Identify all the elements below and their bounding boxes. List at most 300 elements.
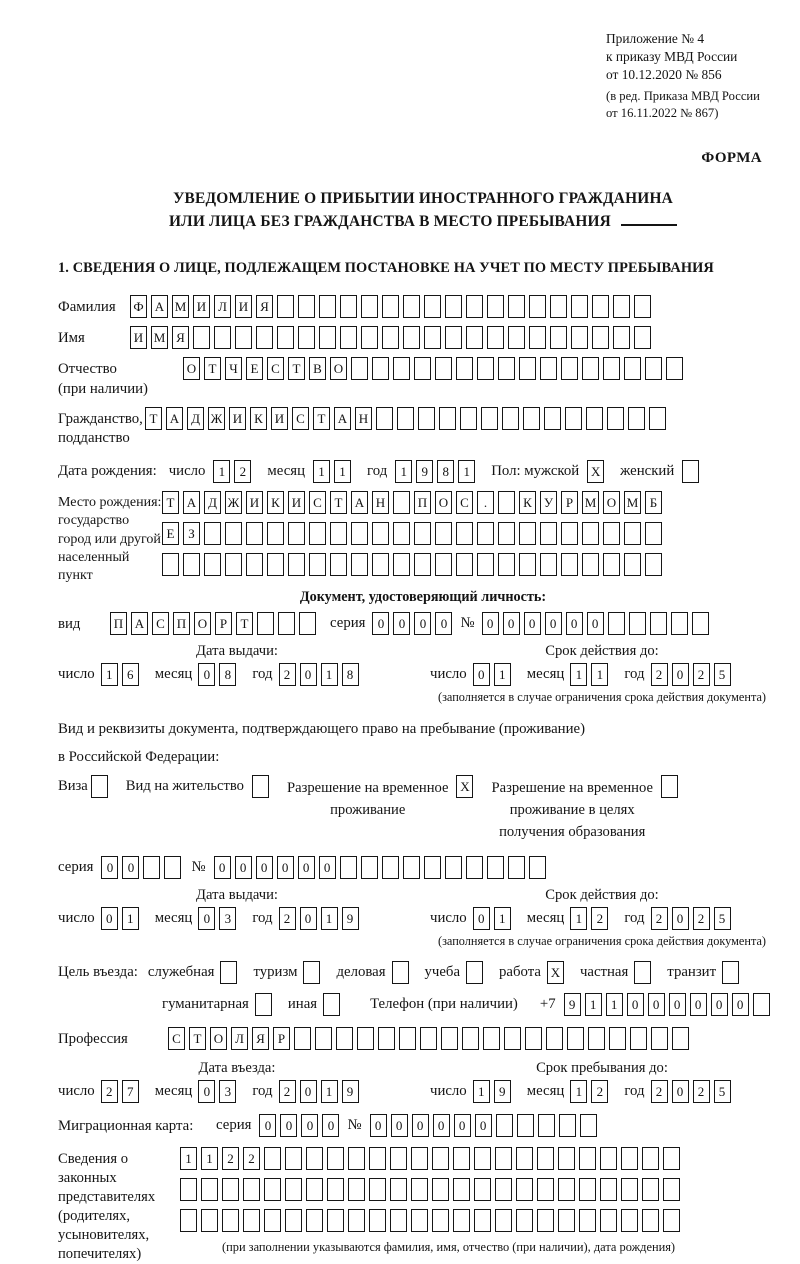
char-cell[interactable] [340, 326, 357, 349]
char-cell[interactable] [390, 1209, 407, 1232]
char-cell[interactable] [399, 1027, 416, 1050]
char-cell[interactable]: 0 [198, 1080, 215, 1103]
char-cell[interactable] [540, 357, 557, 380]
char-cell[interactable]: 7 [122, 1080, 139, 1103]
char-cell[interactable] [504, 1027, 521, 1050]
char-cell[interactable] [519, 553, 536, 576]
char-cell[interactable] [432, 1147, 449, 1170]
char-cell[interactable] [600, 1209, 617, 1232]
char-cell[interactable] [600, 1147, 617, 1170]
char-cell[interactable] [285, 1147, 302, 1170]
char-cell[interactable] [502, 407, 519, 430]
char-cell[interactable] [496, 1114, 513, 1137]
char-cell[interactable]: А [351, 491, 368, 514]
char-cell[interactable] [477, 522, 494, 545]
char-cell[interactable]: Т [288, 357, 305, 380]
char-cell[interactable] [225, 553, 242, 576]
char-cell[interactable]: Я [256, 295, 273, 318]
char-cell[interactable] [586, 407, 603, 430]
char-cell[interactable]: 8 [219, 663, 236, 686]
char-cell[interactable] [498, 522, 515, 545]
char-cell[interactable] [634, 295, 651, 318]
char-cell[interactable] [474, 1209, 491, 1232]
char-cell[interactable] [456, 553, 473, 576]
char-cell[interactable]: Я [252, 1027, 269, 1050]
char-cell[interactable] [722, 961, 739, 984]
char-cell[interactable] [432, 1209, 449, 1232]
char-cell[interactable]: Е [162, 522, 179, 545]
char-cell[interactable] [466, 326, 483, 349]
char-cell[interactable]: 9 [494, 1080, 511, 1103]
char-cell[interactable] [204, 553, 221, 576]
char-cell[interactable]: Е [246, 357, 263, 380]
char-cell[interactable]: 9 [342, 1080, 359, 1103]
char-cell[interactable] [278, 612, 295, 635]
char-cell[interactable]: 1 [313, 460, 330, 483]
char-cell[interactable]: 2 [651, 907, 668, 930]
char-cell[interactable] [369, 1147, 386, 1170]
char-cell[interactable]: И [229, 407, 246, 430]
char-cell[interactable] [411, 1178, 428, 1201]
char-cell[interactable]: 2 [693, 907, 710, 930]
char-cell[interactable] [558, 1178, 575, 1201]
char-cell[interactable] [607, 407, 624, 430]
char-cell[interactable]: 2 [279, 663, 296, 686]
char-cell[interactable]: А [131, 612, 148, 635]
char-cell[interactable]: 2 [591, 907, 608, 930]
char-cell[interactable] [411, 1147, 428, 1170]
char-cell[interactable] [143, 856, 160, 879]
char-cell[interactable] [561, 522, 578, 545]
char-cell[interactable] [580, 1114, 597, 1137]
char-cell[interactable] [243, 1178, 260, 1201]
char-cell[interactable] [403, 295, 420, 318]
char-cell[interactable]: Т [330, 491, 347, 514]
char-cell[interactable] [393, 357, 410, 380]
char-cell[interactable]: О [330, 357, 347, 380]
char-cell[interactable] [243, 1209, 260, 1232]
char-cell[interactable] [306, 1178, 323, 1201]
char-cell[interactable] [309, 522, 326, 545]
char-cell[interactable] [558, 1147, 575, 1170]
char-cell[interactable] [682, 460, 699, 483]
char-cell[interactable]: О [194, 612, 211, 635]
char-cell[interactable]: Р [561, 491, 578, 514]
char-cell[interactable] [634, 961, 651, 984]
char-cell[interactable] [634, 326, 651, 349]
char-cell[interactable] [663, 1147, 680, 1170]
char-cell[interactable] [592, 326, 609, 349]
char-cell[interactable]: 0 [566, 612, 583, 635]
char-cell[interactable] [303, 961, 320, 984]
char-cell[interactable] [418, 407, 435, 430]
char-cell[interactable]: 0 [198, 663, 215, 686]
char-cell[interactable] [336, 1027, 353, 1050]
char-cell[interactable]: 0 [473, 907, 490, 930]
char-cell[interactable] [361, 295, 378, 318]
char-cell[interactable]: 0 [214, 856, 231, 879]
char-cell[interactable]: 2 [234, 460, 251, 483]
char-cell[interactable]: 1 [395, 460, 412, 483]
char-cell[interactable] [487, 295, 504, 318]
char-cell[interactable] [183, 553, 200, 576]
char-cell[interactable]: Б [645, 491, 662, 514]
char-cell[interactable]: 1 [585, 993, 602, 1016]
char-cell[interactable] [277, 326, 294, 349]
char-cell[interactable]: А [334, 407, 351, 430]
char-cell[interactable]: А [151, 295, 168, 318]
char-cell[interactable] [453, 1178, 470, 1201]
char-cell[interactable]: 2 [693, 1080, 710, 1103]
char-cell[interactable]: 2 [222, 1147, 239, 1170]
char-cell[interactable] [220, 961, 237, 984]
char-cell[interactable]: И [288, 491, 305, 514]
char-cell[interactable]: 0 [259, 1114, 276, 1137]
char-cell[interactable] [663, 1209, 680, 1232]
char-cell[interactable]: Ч [225, 357, 242, 380]
char-cell[interactable] [516, 1178, 533, 1201]
char-cell[interactable] [327, 1147, 344, 1170]
char-cell[interactable] [256, 326, 273, 349]
char-cell[interactable] [561, 357, 578, 380]
char-cell[interactable] [372, 522, 389, 545]
char-cell[interactable]: 5 [714, 663, 731, 686]
char-cell[interactable] [222, 1209, 239, 1232]
char-cell[interactable] [357, 1027, 374, 1050]
char-cell[interactable] [445, 295, 462, 318]
char-cell[interactable] [327, 1209, 344, 1232]
char-cell[interactable] [164, 856, 181, 879]
char-cell[interactable] [609, 1027, 626, 1050]
char-cell[interactable] [392, 961, 409, 984]
char-cell[interactable] [246, 522, 263, 545]
char-cell[interactable] [519, 357, 536, 380]
char-cell[interactable] [460, 407, 477, 430]
char-cell[interactable] [642, 1209, 659, 1232]
char-cell[interactable] [498, 491, 515, 514]
char-cell[interactable]: У [540, 491, 557, 514]
char-cell[interactable]: 2 [651, 663, 668, 686]
char-cell[interactable] [330, 553, 347, 576]
char-cell[interactable] [453, 1209, 470, 1232]
char-cell[interactable] [285, 1209, 302, 1232]
char-cell[interactable] [252, 775, 269, 798]
char-cell[interactable] [546, 1027, 563, 1050]
char-cell[interactable] [517, 1114, 534, 1137]
char-cell[interactable]: 2 [693, 663, 710, 686]
char-cell[interactable] [630, 1027, 647, 1050]
char-cell[interactable]: 2 [279, 907, 296, 930]
char-cell[interactable]: П [173, 612, 190, 635]
char-cell[interactable] [372, 553, 389, 576]
char-cell[interactable] [579, 1147, 596, 1170]
char-cell[interactable]: . [477, 491, 494, 514]
char-cell[interactable]: А [183, 491, 200, 514]
char-cell[interactable] [403, 326, 420, 349]
char-cell[interactable] [645, 357, 662, 380]
char-cell[interactable]: Ж [225, 491, 242, 514]
char-cell[interactable]: 0 [524, 612, 541, 635]
char-cell[interactable]: П [110, 612, 127, 635]
char-cell[interactable]: И [193, 295, 210, 318]
char-cell[interactable] [550, 326, 567, 349]
char-cell[interactable]: М [624, 491, 641, 514]
char-cell[interactable] [582, 357, 599, 380]
char-cell[interactable]: 0 [301, 1114, 318, 1137]
char-cell[interactable] [671, 612, 688, 635]
char-cell[interactable] [193, 326, 210, 349]
char-cell[interactable]: 0 [433, 1114, 450, 1137]
char-cell[interactable] [246, 553, 263, 576]
char-cell[interactable] [753, 993, 770, 1016]
char-cell[interactable] [376, 407, 393, 430]
char-cell[interactable]: 2 [243, 1147, 260, 1170]
char-cell[interactable]: 0 [545, 612, 562, 635]
char-cell[interactable] [361, 326, 378, 349]
char-cell[interactable] [351, 553, 368, 576]
char-cell[interactable] [538, 1114, 555, 1137]
char-cell[interactable] [481, 407, 498, 430]
char-cell[interactable] [424, 856, 441, 879]
char-cell[interactable] [588, 1027, 605, 1050]
char-cell[interactable] [225, 522, 242, 545]
char-cell[interactable]: 0 [370, 1114, 387, 1137]
char-cell[interactable]: 0 [372, 612, 389, 635]
char-cell[interactable]: 1 [101, 663, 118, 686]
char-cell[interactable]: 0 [300, 1080, 317, 1103]
char-cell[interactable] [579, 1209, 596, 1232]
char-cell[interactable] [529, 295, 546, 318]
char-cell[interactable]: 1 [213, 460, 230, 483]
char-cell[interactable] [267, 553, 284, 576]
char-cell[interactable]: 2 [101, 1080, 118, 1103]
char-cell[interactable]: О [183, 357, 200, 380]
char-cell[interactable] [369, 1178, 386, 1201]
char-cell[interactable]: 0 [669, 993, 686, 1016]
char-cell[interactable] [613, 326, 630, 349]
char-cell[interactable] [561, 553, 578, 576]
char-cell[interactable] [495, 1178, 512, 1201]
char-cell[interactable] [537, 1178, 554, 1201]
char-cell[interactable]: К [267, 491, 284, 514]
char-cell[interactable] [204, 522, 221, 545]
char-cell[interactable] [645, 522, 662, 545]
char-cell[interactable] [582, 522, 599, 545]
char-cell[interactable] [222, 1178, 239, 1201]
char-cell[interactable] [571, 295, 588, 318]
char-cell[interactable] [508, 295, 525, 318]
char-cell[interactable]: X [547, 961, 564, 984]
char-cell[interactable]: 0 [391, 1114, 408, 1137]
char-cell[interactable] [257, 612, 274, 635]
char-cell[interactable]: М [582, 491, 599, 514]
char-cell[interactable] [582, 553, 599, 576]
char-cell[interactable] [608, 612, 625, 635]
char-cell[interactable]: Ж [208, 407, 225, 430]
char-cell[interactable] [516, 1209, 533, 1232]
char-cell[interactable] [477, 357, 494, 380]
char-cell[interactable] [559, 1114, 576, 1137]
char-cell[interactable]: 1 [494, 907, 511, 930]
char-cell[interactable] [393, 491, 410, 514]
char-cell[interactable]: 1 [321, 907, 338, 930]
char-cell[interactable]: 0 [587, 612, 604, 635]
char-cell[interactable]: О [603, 491, 620, 514]
char-cell[interactable] [540, 553, 557, 576]
char-cell[interactable] [477, 553, 494, 576]
char-cell[interactable] [672, 1027, 689, 1050]
char-cell[interactable] [414, 553, 431, 576]
char-cell[interactable]: Н [372, 491, 389, 514]
char-cell[interactable]: 0 [101, 907, 118, 930]
char-cell[interactable]: 2 [651, 1080, 668, 1103]
char-cell[interactable] [382, 326, 399, 349]
char-cell[interactable] [666, 357, 683, 380]
char-cell[interactable] [483, 1027, 500, 1050]
char-cell[interactable]: 0 [648, 993, 665, 1016]
char-cell[interactable] [403, 856, 420, 879]
char-cell[interactable] [456, 522, 473, 545]
char-cell[interactable] [550, 295, 567, 318]
char-cell[interactable] [327, 1178, 344, 1201]
char-cell[interactable] [529, 326, 546, 349]
char-cell[interactable]: О [435, 491, 452, 514]
char-cell[interactable] [397, 407, 414, 430]
char-cell[interactable] [600, 1178, 617, 1201]
char-cell[interactable]: 2 [279, 1080, 296, 1103]
char-cell[interactable]: Д [187, 407, 204, 430]
char-cell[interactable]: 0 [732, 993, 749, 1016]
char-cell[interactable] [650, 612, 667, 635]
char-cell[interactable]: Р [273, 1027, 290, 1050]
char-cell[interactable]: 0 [300, 907, 317, 930]
char-cell[interactable]: 0 [277, 856, 294, 879]
char-cell[interactable] [603, 357, 620, 380]
char-cell[interactable] [579, 1178, 596, 1201]
char-cell[interactable] [340, 856, 357, 879]
char-cell[interactable] [508, 856, 525, 879]
char-cell[interactable] [628, 407, 645, 430]
char-cell[interactable] [288, 522, 305, 545]
char-cell[interactable] [624, 357, 641, 380]
char-cell[interactable] [558, 1209, 575, 1232]
char-cell[interactable]: 0 [280, 1114, 297, 1137]
char-cell[interactable] [613, 295, 630, 318]
char-cell[interactable] [621, 1209, 638, 1232]
char-cell[interactable] [264, 1209, 281, 1232]
char-cell[interactable]: С [267, 357, 284, 380]
char-cell[interactable]: Р [215, 612, 232, 635]
char-cell[interactable]: 1 [122, 907, 139, 930]
char-cell[interactable]: 0 [627, 993, 644, 1016]
char-cell[interactable] [414, 522, 431, 545]
char-cell[interactable] [351, 522, 368, 545]
char-cell[interactable] [288, 553, 305, 576]
char-cell[interactable] [567, 1027, 584, 1050]
char-cell[interactable]: 8 [342, 663, 359, 686]
char-cell[interactable]: Т [313, 407, 330, 430]
char-cell[interactable] [264, 1178, 281, 1201]
char-cell[interactable]: 1 [591, 663, 608, 686]
char-cell[interactable] [162, 553, 179, 576]
char-cell[interactable]: Т [145, 407, 162, 430]
char-cell[interactable] [277, 295, 294, 318]
char-cell[interactable]: С [152, 612, 169, 635]
char-cell[interactable] [264, 1147, 281, 1170]
char-cell[interactable]: 5 [714, 907, 731, 930]
char-cell[interactable] [201, 1209, 218, 1232]
char-cell[interactable]: С [309, 491, 326, 514]
char-cell[interactable]: 9 [342, 907, 359, 930]
char-cell[interactable]: 0 [122, 856, 139, 879]
char-cell[interactable] [487, 326, 504, 349]
char-cell[interactable] [571, 326, 588, 349]
char-cell[interactable]: И [235, 295, 252, 318]
char-cell[interactable] [544, 407, 561, 430]
char-cell[interactable] [498, 553, 515, 576]
char-cell[interactable] [424, 326, 441, 349]
char-cell[interactable] [537, 1147, 554, 1170]
char-cell[interactable] [340, 295, 357, 318]
char-cell[interactable] [651, 1027, 668, 1050]
char-cell[interactable]: В [309, 357, 326, 380]
char-cell[interactable] [299, 612, 316, 635]
char-cell[interactable]: 5 [714, 1080, 731, 1103]
char-cell[interactable]: X [456, 775, 473, 798]
char-cell[interactable] [487, 856, 504, 879]
char-cell[interactable] [91, 775, 108, 798]
char-cell[interactable] [361, 856, 378, 879]
char-cell[interactable]: 1 [458, 460, 475, 483]
char-cell[interactable]: 0 [412, 1114, 429, 1137]
char-cell[interactable] [214, 326, 231, 349]
char-cell[interactable] [523, 407, 540, 430]
char-cell[interactable] [495, 1147, 512, 1170]
char-cell[interactable] [629, 612, 646, 635]
char-cell[interactable] [663, 1178, 680, 1201]
char-cell[interactable] [309, 553, 326, 576]
char-cell[interactable] [592, 295, 609, 318]
char-cell[interactable]: И [246, 491, 263, 514]
char-cell[interactable] [565, 407, 582, 430]
char-cell[interactable] [466, 295, 483, 318]
char-cell[interactable]: А [166, 407, 183, 430]
char-cell[interactable] [323, 993, 340, 1016]
char-cell[interactable]: 3 [219, 907, 236, 930]
char-cell[interactable]: 0 [475, 1114, 492, 1137]
char-cell[interactable]: С [168, 1027, 185, 1050]
char-cell[interactable]: М [151, 326, 168, 349]
char-cell[interactable] [474, 1147, 491, 1170]
char-cell[interactable] [642, 1178, 659, 1201]
char-cell[interactable] [649, 407, 666, 430]
char-cell[interactable]: К [250, 407, 267, 430]
char-cell[interactable]: Т [189, 1027, 206, 1050]
char-cell[interactable]: 9 [564, 993, 581, 1016]
char-cell[interactable] [393, 553, 410, 576]
char-cell[interactable]: 8 [437, 460, 454, 483]
char-cell[interactable] [424, 295, 441, 318]
char-cell[interactable] [439, 407, 456, 430]
char-cell[interactable] [498, 357, 515, 380]
char-cell[interactable]: Т [162, 491, 179, 514]
char-cell[interactable]: 1 [321, 1080, 338, 1103]
char-cell[interactable] [462, 1027, 479, 1050]
char-cell[interactable]: С [292, 407, 309, 430]
char-cell[interactable] [661, 775, 678, 798]
char-cell[interactable]: 0 [503, 612, 520, 635]
char-cell[interactable]: 0 [414, 612, 431, 635]
